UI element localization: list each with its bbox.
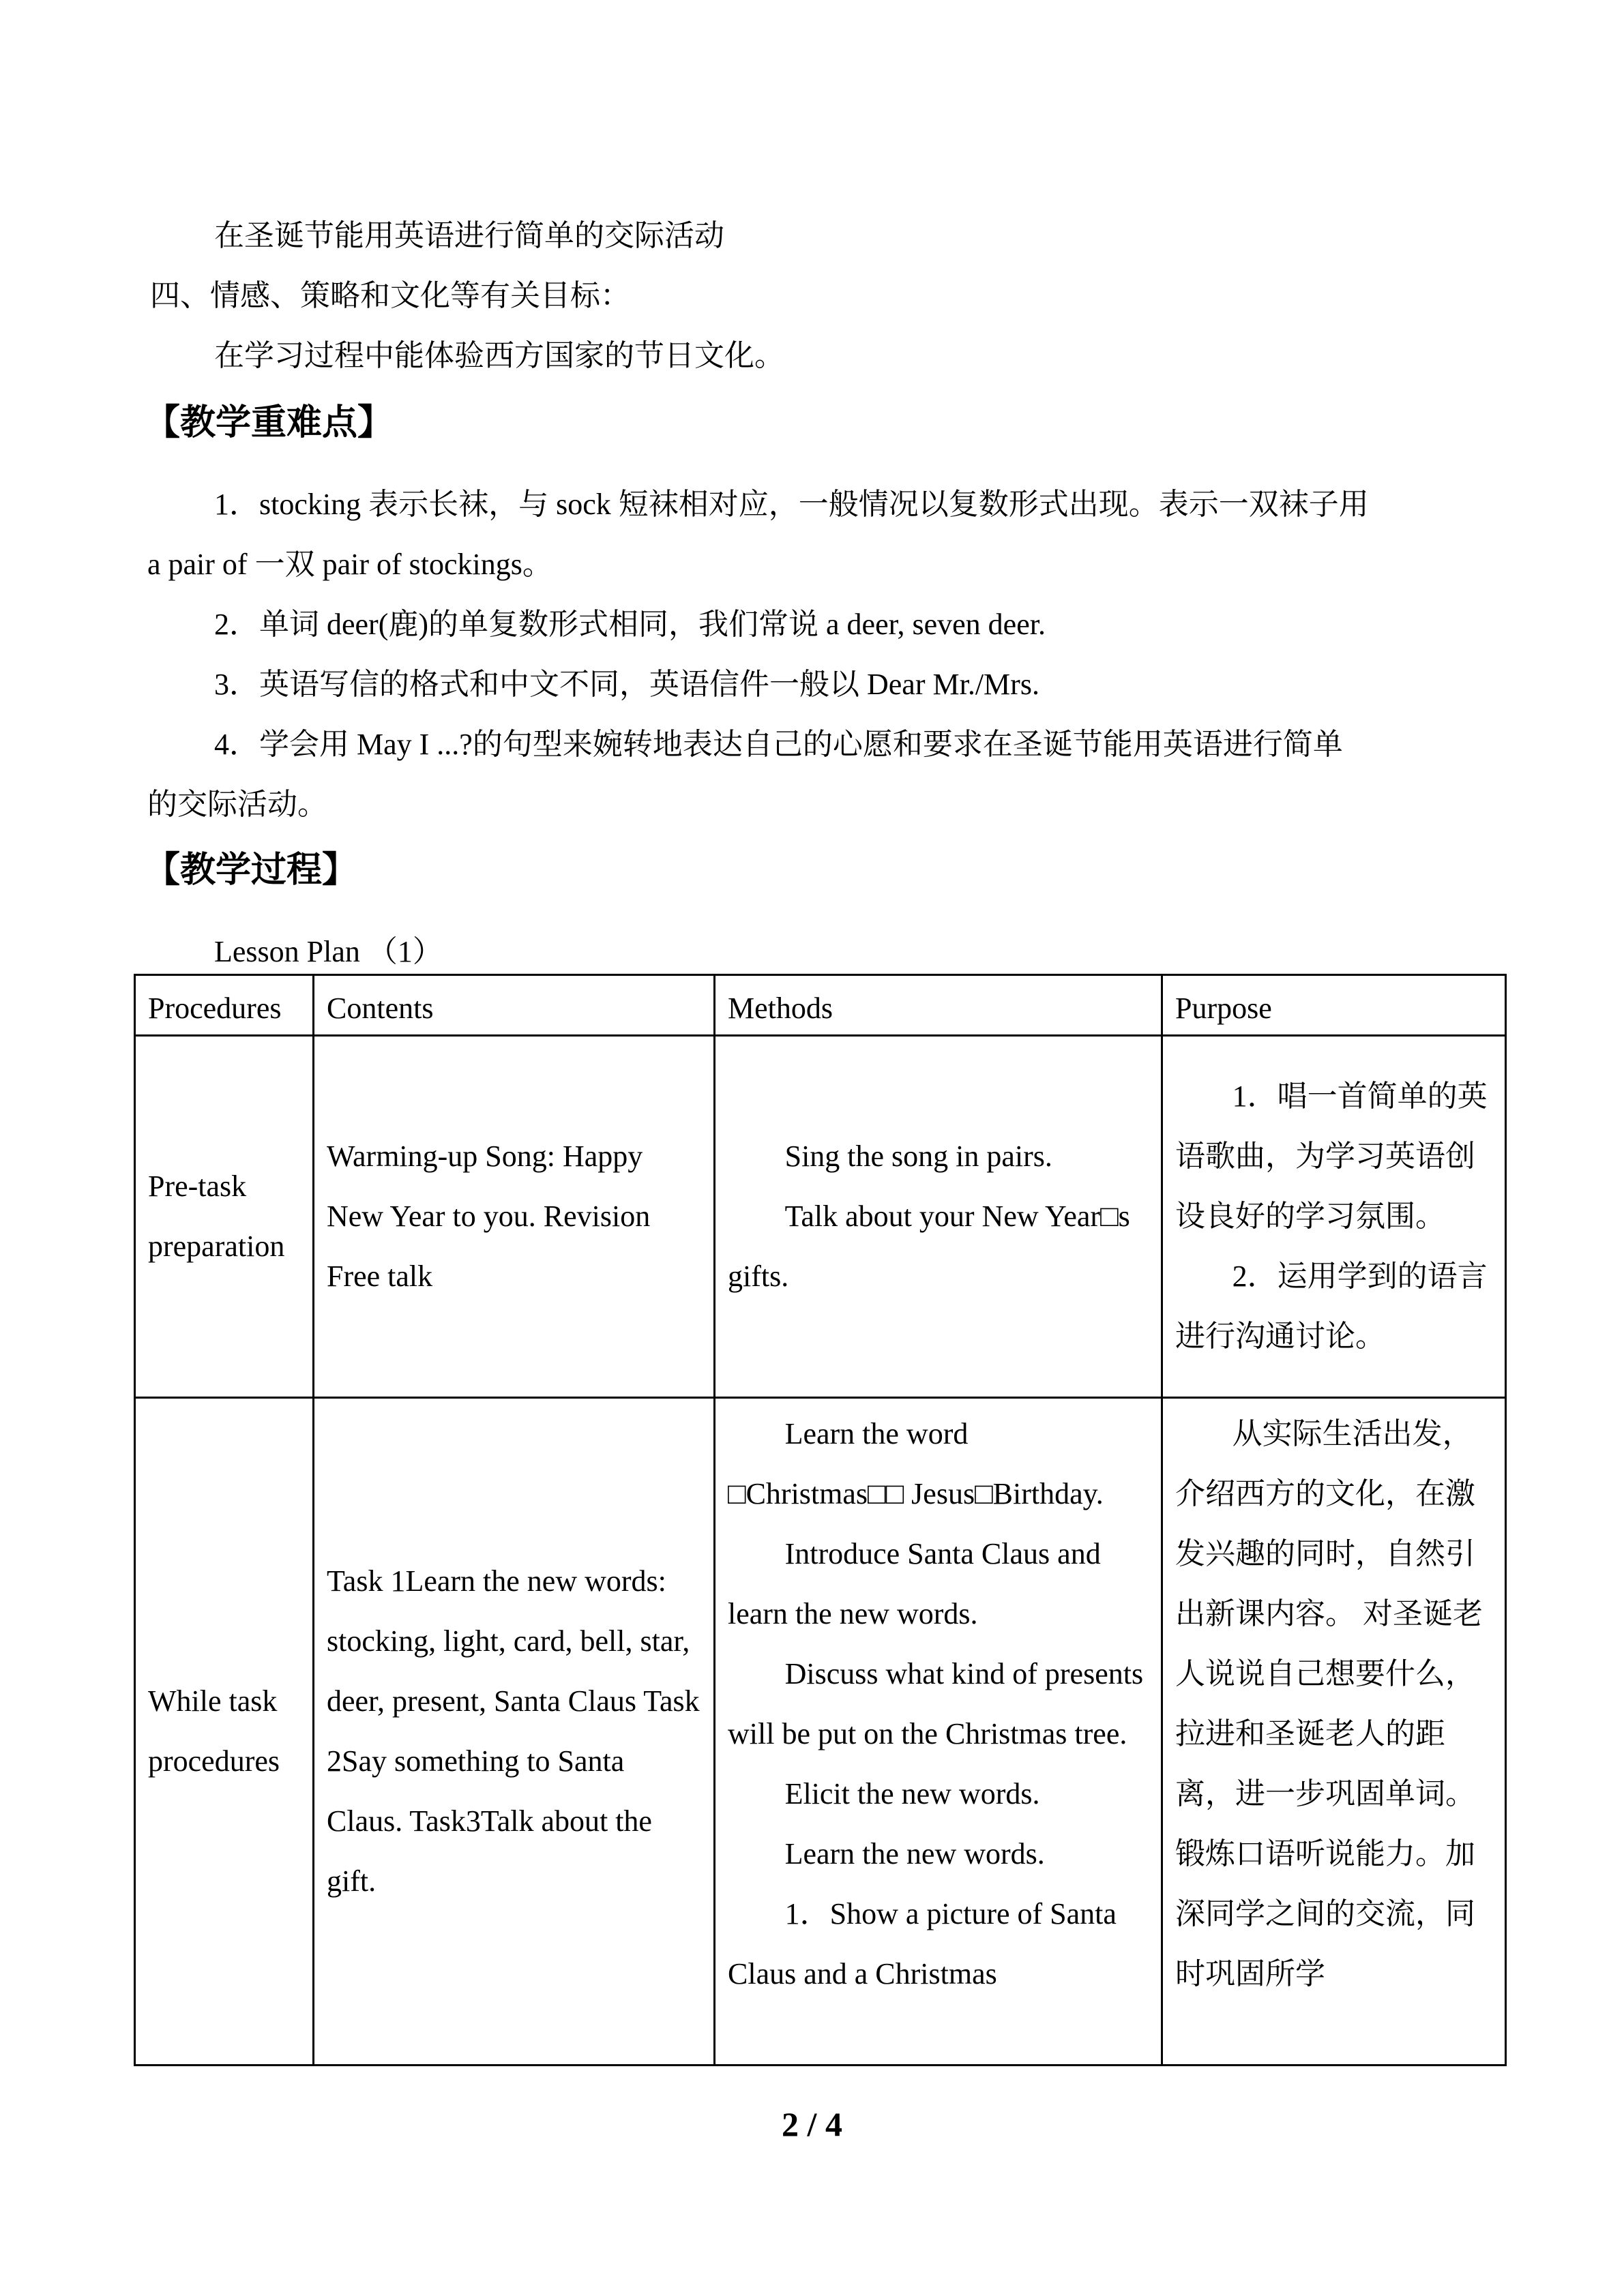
key-point-3: 3．英语写信的格式和中文不同，英语信件一般以 Dear Mr./Mrs. <box>214 668 1039 701</box>
key-point-2: 2．单词 deer(鹿)的单复数形式相同，我们常说 a deer, seven deer. <box>214 608 1046 641</box>
method-item: Sing the song in pairs. <box>784 1139 1052 1173</box>
method-item: Discuss what kind of presents will be put on the Christmas tree. <box>728 1657 1144 1750</box>
table-row <box>135 1036 1506 1398</box>
key-point-4: 4．学会用 May I ...?的句型来婉转地表达自己的心愿和要求在圣诞节能用英语进行简单 <box>214 728 1343 761</box>
purpose-cell <box>1162 1036 1506 1398</box>
key-points-heading: 【教学重难点】 <box>145 402 394 443</box>
lesson-plan-table <box>134 974 1507 2066</box>
key-point-4-continued: 的交际活动。 <box>147 788 327 821</box>
procedure-cell: While task procedures <box>135 1398 314 2066</box>
objective-line: 在圣诞节能用英语进行简单的交际活动 <box>214 219 724 252</box>
method-item: Elicit the new words. <box>784 1777 1040 1810</box>
column-header-methods: Methods <box>715 975 1162 1036</box>
purpose-item: 2．运用学到的语言进行沟通讨论。 <box>1175 1259 1488 1353</box>
method-item: Learn the word □Christmas□□ Jesus□Birthday. <box>728 1417 1104 1510</box>
column-header-purpose: Purpose <box>1162 975 1506 1036</box>
objective-line: 在学习过程中能体验西方国家的节日文化。 <box>214 339 784 372</box>
methods-cell <box>715 1036 1162 1398</box>
key-point-1-continued: a pair of 一双 pair of stockings。 <box>147 548 552 581</box>
column-header-contents: Contents <box>314 975 715 1036</box>
procedure-cell: Pre-task preparation <box>135 1036 314 1398</box>
process-heading: 【教学过程】 <box>145 850 358 891</box>
methods-cell <box>715 1398 1162 2066</box>
table-row <box>135 1398 1506 2066</box>
method-item: Introduce Santa Claus and learn the new words. <box>728 1537 1101 1630</box>
contents-cell: Warming-up Song: Happy New Year to you. Revision Free talk <box>314 1036 715 1398</box>
objective-heading: 四、情感、策略和文化等有关目标： <box>150 279 630 312</box>
purpose-item: 从实际生活出发，介绍西方的文化，在激发兴趣的同时，自然引出新课内容。 对圣诞老人说说自己想要什么，拉进和圣诞老人的距离，进一步巩固单词。锻炼口语听说能力。加深同学之间的交流，同时巩固所学 <box>1175 1417 1483 1991</box>
method-item: 1．Show a picture of Santa Claus and a Christmas <box>728 1897 1117 1991</box>
table-header-row <box>135 975 1506 1036</box>
method-item: Talk about your New Year□s gifts. <box>728 1199 1130 1293</box>
contents-cell: Task 1Learn the new words: stocking, light, card, bell, star, deer, present, Santa Claus Task 2Say something to Santa Claus. Task3Talk about the gift. <box>314 1398 715 2066</box>
page-number: 2 / 4 <box>782 2105 842 2143</box>
purpose-cell <box>1162 1398 1506 2066</box>
table-caption: Lesson Plan （1） <box>214 935 443 968</box>
key-point-1: 1．stocking 表示长袜，与 sock 短袜相对应，一般情况以复数形式出现。表示一双袜子用 <box>214 488 1369 521</box>
method-item: Learn the new words. <box>784 1837 1045 1870</box>
column-header-procedures: Procedures <box>135 975 314 1036</box>
purpose-item: 1．唱一首简单的英语歌曲，为学习英语创设良好的学习氛围。 <box>1175 1079 1488 1233</box>
